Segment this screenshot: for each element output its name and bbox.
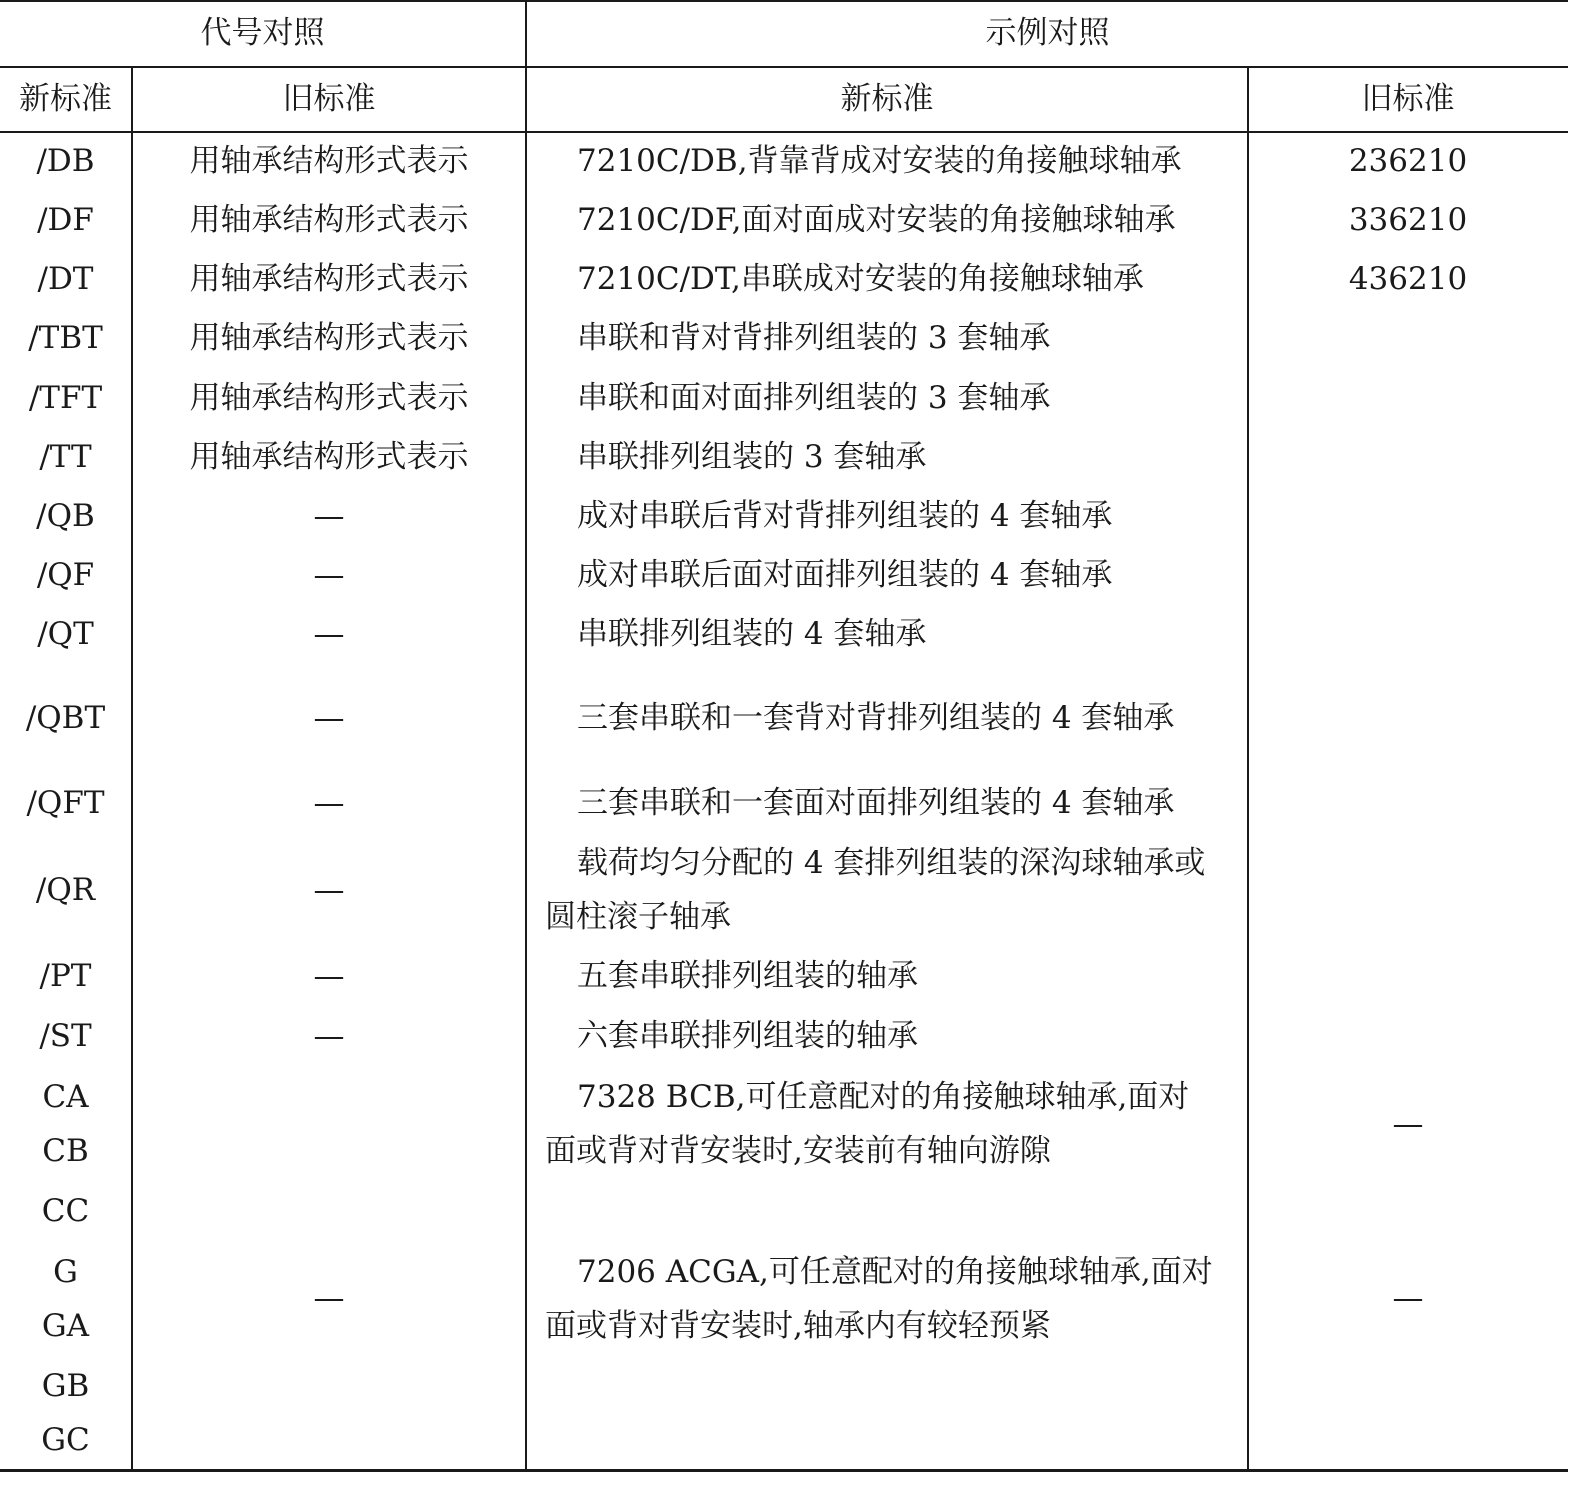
- row-example: 串联排列组装的 4 套轴承: [577, 616, 927, 652]
- row-example: 五套串联排列组装的轴承: [577, 958, 918, 994]
- row-old-code: 用轴承结构形式表示: [189, 380, 469, 416]
- row-example: 三套串联和一套面对面排列组装的 4 套轴承: [577, 785, 1175, 821]
- header-example-group: 示例对照: [985, 15, 1110, 51]
- table-top-rule: [0, 0, 1568, 2]
- row-code: /TBT: [28, 320, 103, 356]
- group-c-code: CB: [42, 1133, 89, 1169]
- group-g-code: G: [53, 1254, 78, 1290]
- row-example: 7210C/DB,背靠背成对安装的角接触球轴承: [577, 143, 1182, 179]
- row-old-code: 用轴承结构形式表示: [189, 320, 469, 356]
- row-example: 成对串联后面对面排列组装的 4 套轴承: [577, 557, 1113, 593]
- header-bottom-rule: [0, 131, 1568, 133]
- group-g-example-old: —: [1392, 1280, 1424, 1316]
- row-example-line1: 载荷均匀分配的 4 套排列组装的深沟球轴承或: [577, 845, 1206, 881]
- group-g-example-line1: 7206 ACGA,可任意配对的角接触球轴承,面对: [577, 1254, 1213, 1290]
- row-old-code: 用轴承结构形式表示: [189, 261, 469, 297]
- row-example: 串联排列组装的 3 套轴承: [577, 439, 927, 475]
- header-code-new: 新标准: [19, 81, 112, 117]
- group-c-code: CC: [41, 1193, 90, 1229]
- row-code: /ST: [39, 1018, 92, 1054]
- group-g-code: GB: [41, 1368, 90, 1404]
- row-code: /DB: [36, 143, 95, 179]
- group-g-code: GC: [41, 1422, 90, 1458]
- table-bottom-rule: [0, 1469, 1568, 1472]
- row-example-line2: 圆柱滚子轴承: [545, 899, 731, 935]
- row-code: /QFT: [26, 785, 105, 821]
- header-divider-rule: [0, 66, 1568, 68]
- row-old-code: —: [313, 1018, 345, 1054]
- group-g-old-code: —: [313, 1280, 345, 1316]
- row-old-code: —: [313, 958, 345, 994]
- row-code: /DT: [37, 261, 94, 297]
- row-old-code: —: [313, 872, 345, 908]
- row-example: 7210C/DT,串联成对安装的角接触球轴承: [577, 261, 1144, 297]
- row-example-old: 236210: [1348, 143, 1468, 179]
- group-c-example-line1: 7328 BCB,可任意配对的角接触球轴承,面对: [577, 1079, 1190, 1115]
- row-example: 六套串联排列组装的轴承: [577, 1018, 918, 1054]
- row-code: /DF: [37, 202, 94, 238]
- row-example: 串联和背对背排列组装的 3 套轴承: [577, 320, 1051, 356]
- row-example: 成对串联后背对背排列组装的 4 套轴承: [577, 498, 1113, 534]
- row-old-code: —: [313, 616, 345, 652]
- group-c-example-old: —: [1392, 1106, 1424, 1142]
- col-divider-2: [525, 0, 527, 1470]
- group-g-example-line2: 面或背对背安装时,轴承内有较轻预紧: [545, 1308, 1051, 1344]
- row-code: /QBT: [25, 700, 106, 736]
- group-c-code: CA: [42, 1079, 89, 1115]
- row-example: 三套串联和一套背对背排列组装的 4 套轴承: [577, 700, 1175, 736]
- row-old-code: 用轴承结构形式表示: [189, 439, 469, 475]
- row-old-code: —: [313, 557, 345, 593]
- row-example: 7210C/DF,面对面成对安装的角接触球轴承: [577, 202, 1176, 238]
- row-code: /QT: [37, 616, 94, 652]
- header-example-old: 旧标准: [1361, 81, 1455, 117]
- row-old-code: 用轴承结构形式表示: [189, 202, 469, 238]
- row-example-old: 436210: [1348, 261, 1468, 297]
- row-old-code: —: [313, 785, 345, 821]
- group-c-example-line2: 面或背对背安装时,安装前有轴向游隙: [545, 1133, 1051, 1169]
- header-code-old: 旧标准: [282, 81, 376, 117]
- row-code: /QF: [36, 557, 95, 593]
- row-old-code: —: [313, 700, 345, 736]
- row-code: /QR: [35, 872, 96, 908]
- row-old-code: 用轴承结构形式表示: [189, 143, 469, 179]
- row-code: /TT: [39, 439, 92, 475]
- row-old-code: —: [313, 498, 345, 534]
- row-example-old: 336210: [1348, 202, 1468, 238]
- row-code: /PT: [39, 958, 92, 994]
- row-code: /TFT: [28, 380, 103, 416]
- group-g-code: GA: [41, 1308, 90, 1344]
- header-code-group: 代号对照: [200, 15, 325, 51]
- row-example: 串联和面对面排列组装的 3 套轴承: [577, 380, 1051, 416]
- header-example-new: 新标准: [840, 81, 934, 117]
- row-code: /QB: [36, 498, 95, 534]
